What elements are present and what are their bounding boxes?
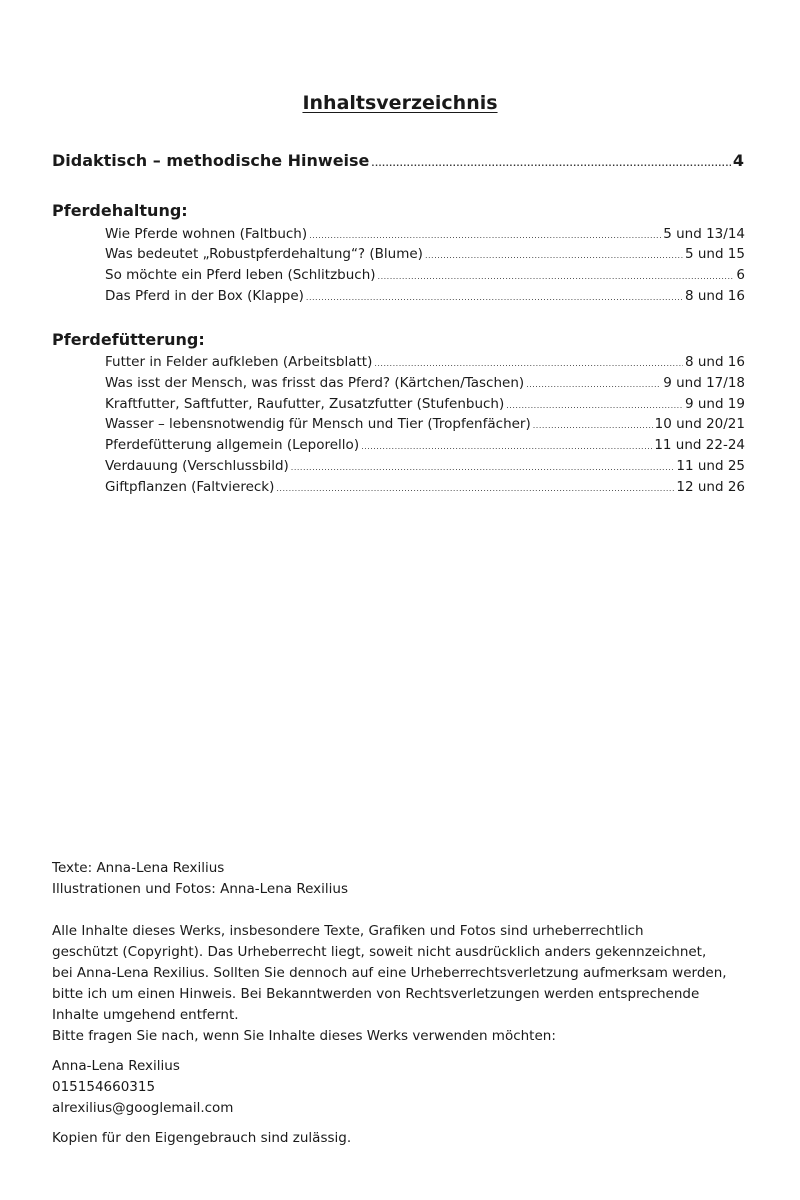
toc-entry: [105, 288, 745, 304]
dot-leader: [526, 380, 661, 389]
toc-entry: [105, 226, 745, 242]
toc-entry-page: 9 und 17/18: [663, 375, 745, 391]
credit-texts: Texte: Anna-Lena Rexilius: [52, 860, 225, 876]
contact-name: Anna-Lena Rexilius: [52, 1058, 180, 1074]
toc-entry-label: Kraftfutter, Saftfutter, Raufutter, Zusatzfutter (Stufenbuch): [105, 396, 505, 412]
toc-entry-page: 4: [732, 151, 744, 170]
dot-leader: [374, 359, 683, 368]
contact-email: alrexilius@googlemail.com: [52, 1100, 234, 1116]
toc-entry-page: 5 und 15: [684, 246, 745, 262]
toc-entry-label: Verdauung (Verschlussbild): [105, 458, 289, 474]
dot-leader: [306, 293, 683, 302]
toc-entry-page: 8 und 16: [684, 354, 745, 370]
dot-leader: [361, 442, 652, 451]
toc-entry: [105, 479, 745, 495]
toc-entry: [105, 246, 745, 262]
toc-entry-label: So möchte ein Pferd leben (Schlitzbuch): [105, 267, 376, 283]
dot-leader: [371, 159, 730, 168]
copyright-notice: [52, 921, 762, 1047]
toc-entry-label: Wasser – lebensnotwendig für Mensch und Tier (Tropfenfächer): [105, 416, 531, 432]
section-heading-pferdefuetterung: Pferdefütterung:: [52, 330, 205, 349]
toc-entry-page: 9 und 19: [684, 396, 745, 412]
toc-entry-page: 8 und 16: [684, 288, 745, 304]
dot-leader: [506, 401, 683, 410]
toc-entry-label: Giftpflanzen (Faltviereck): [105, 479, 275, 495]
toc-entry-label: Was isst der Mensch, was frisst das Pferd? (Kärtchen/Taschen): [105, 375, 525, 391]
toc-entry-label: Futter in Felder aufkleben (Arbeitsblatt): [105, 354, 373, 370]
dot-leader: [276, 484, 674, 493]
section-heading-pferdehaltung: Pferdehaltung:: [52, 201, 188, 220]
toc-entry: [105, 416, 745, 432]
contact-block: [52, 1056, 762, 1119]
toc-entry-page: 11 und 25: [676, 458, 745, 474]
dot-leader: [425, 251, 683, 260]
toc-entry-page: 5 und 13/14: [663, 226, 745, 242]
toc-main-entry: [52, 151, 744, 170]
copyright-line: bei Anna-Lena Rexilius. Sollten Sie dennoch auf eine Urheberrechtsverletzung aufmerksam werden,: [52, 965, 727, 981]
copyright-line: bitte ich um einen Hinweis. Bei Bekanntwerden von Rechtsverletzungen werden entsprechende: [52, 986, 700, 1002]
toc-entry-page: 12 und 26: [676, 479, 745, 495]
toc-entry-label: Das Pferd in der Box (Klappe): [105, 288, 304, 304]
toc-entry-label: Pferdefütterung allgemein (Leporello): [105, 437, 360, 453]
toc-entry-label: Wie Pferde wohnen (Faltbuch): [105, 226, 308, 242]
toc-entry: [105, 267, 745, 283]
toc-entry: [105, 375, 745, 391]
copyright-line: Alle Inhalte dieses Werks, insbesondere Texte, Grafiken und Fotos sind urheberrechtlich: [52, 923, 644, 939]
copy-note: Kopien für den Eigengebrauch sind zulässig.: [52, 1130, 352, 1146]
toc-entry-label: Was bedeutet „Robustpferdehaltung“? (Blume): [105, 246, 423, 262]
toc-entry: [105, 458, 745, 474]
toc-entry-page: 6: [736, 267, 745, 283]
page-title: Inhaltsverzeichnis: [302, 92, 498, 114]
toc-entry: [105, 354, 745, 370]
toc-entry: [105, 437, 745, 453]
copyright-line: geschützt (Copyright). Das Urheberrecht liegt, soweit nicht ausdrücklich anders gekennzeichnet,: [52, 944, 707, 960]
toc-entry-page: 10 und 20/21: [654, 416, 745, 432]
credit-illustrations: Illustrationen und Fotos: Anna-Lena Rexilius: [52, 881, 349, 897]
toc-entry-page: 11 und 22-24: [654, 437, 745, 453]
copyright-line: Bitte fragen Sie nach, wenn Sie Inhalte dieses Werks verwenden möchten:: [52, 1028, 556, 1044]
dot-leader: [378, 272, 735, 281]
dot-leader: [533, 421, 653, 430]
toc-entry: [105, 396, 745, 412]
copyright-line: Inhalte umgehend entfernt.: [52, 1007, 239, 1023]
toc-entry-label: Didaktisch – methodische Hinweise: [52, 151, 370, 170]
contact-phone: 015154660315: [52, 1079, 156, 1095]
dot-leader: [309, 231, 661, 240]
credits: [52, 858, 762, 900]
dot-leader: [291, 463, 675, 472]
